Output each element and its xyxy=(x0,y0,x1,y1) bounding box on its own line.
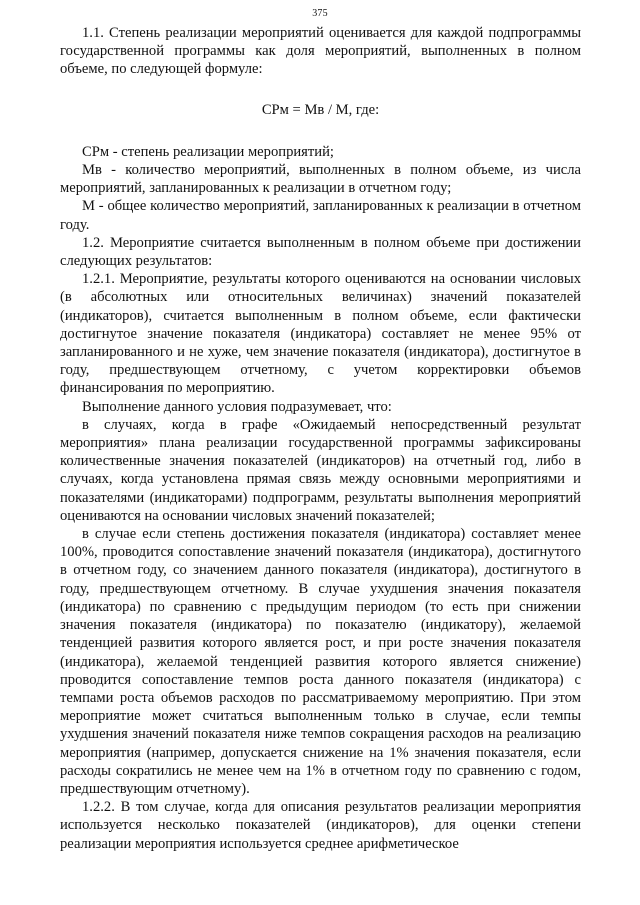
definition-mv: Мв - количество мероприятий, выполненных в полном объеме, из числа мероприятий, запланированных к реализации в отчетном году; xyxy=(60,162,581,197)
paragraph-1-2: 1.2. Мероприятие считается выполненным в полном объеме при достижении следующих результатов: xyxy=(60,234,581,270)
document-body xyxy=(60,24,581,853)
paragraph-case-2: в случае если степень достижения показателя (индикатора) составляет менее 100%, проводится сопоставление значений показателя (индикатора), достигнутого в отчетном году, со значением данного показателя (индикатора), достигнутого в году, предшествующем отчетному. В случае ухудшения значения показателя (индикатора) по сравнению с предыдущим периодом (то есть при снижении значения показателя (индикатора) по показателю (индикатору), желаемой тенденцией развития которого является рост, и при росте значения показателя (индикатора), желаемой тенденцией развития которого является снижение) проводится сопоставление темпов роста данного показателя (индикатора) с темпами роста объемов расходов по рассматриваемому мероприятию. При этом мероприятие может считаться выполненным только в случае, если темпы ухудшения значений показателя ниже темпов сокращения расходов на реализацию мероприятия (например, допускается снижение на 1% значения показателя, если расходы сократились не менее чем на 1% в отчетном году по сравнению с годом, предшествующим отчетному). xyxy=(60,526,581,797)
definition-srm: СРм - степень реализации мероприятий; xyxy=(82,143,334,160)
page-number: 375 xyxy=(312,8,328,19)
paragraph-1-2-1: 1.2.1. Мероприятие, результаты которого оцениваются на основании числовых (в абсолютных или относительных величинах) значений показателей (индикаторов), считается выполненным в полном объеме, если фактически достигнутое значение показателя (индикатора) составляет не менее 95% от запланированного и не хуже, чем значение показателя (индикатора), достигнутое в году, предшествующем отчетному, с учетом корректировки объемов финансирования по мероприятию. xyxy=(60,271,581,397)
paragraph-condition-intro: Выполнение данного условия подразумевает, что: xyxy=(82,398,392,415)
definition-m: М - общее количество мероприятий, запланированных к реализации в отчетном году. xyxy=(60,198,581,233)
paragraph-1-2-2: 1.2.2. В том случае, когда для описания результатов реализации мероприятия используется несколько показателей (индикаторов), для оценки степени реализации мероприятия используется среднее арифметическое xyxy=(60,799,581,852)
paragraph-1-1: 1.1. Степень реализации мероприятий оценивается для каждой подпрограммы государственной программы как доля мероприятий, выполненных в полном объеме, по следующей формуле: xyxy=(60,25,581,78)
paragraph-case-1: в случаях, когда в графе «Ожидаемый непосредственный результат мероприятия» плана реализации государственной программы зафиксированы количественные значения показателей (индикаторов) на отчетный год, либо в случаях, когда установлена прямая связь между основными мероприятиями и показателями (индикаторами) подпрограмм, результаты выполнения мероприятий оцениваются на основании числовых значений показателей; xyxy=(60,416,581,524)
formula: СРм = Мв / М, где: xyxy=(261,101,380,118)
